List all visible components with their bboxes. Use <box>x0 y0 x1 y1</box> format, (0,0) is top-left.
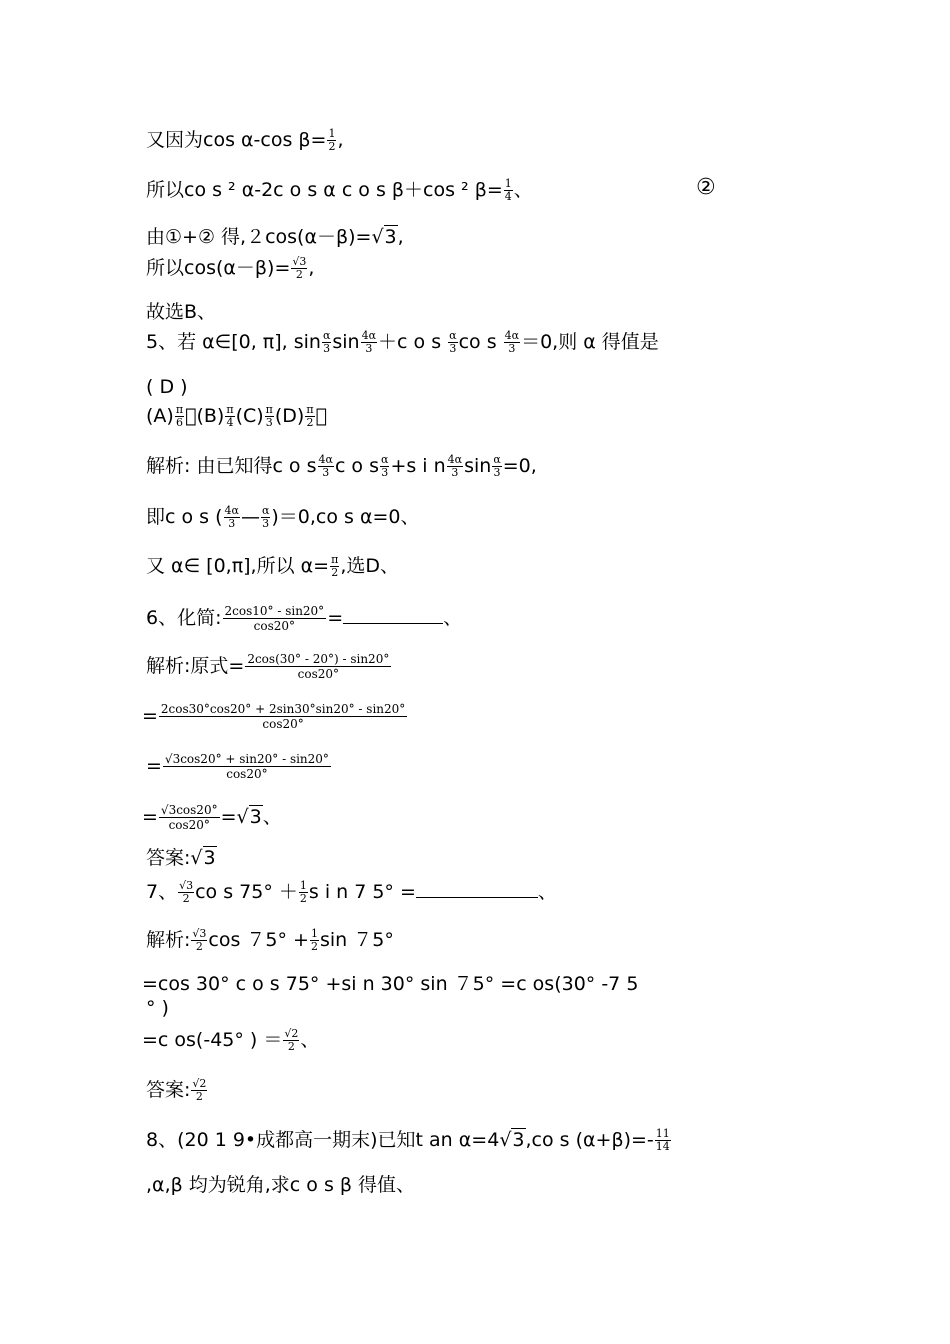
denominator: cos20° <box>226 767 268 781</box>
numerator: α <box>381 453 389 466</box>
denominator: 3 <box>323 342 331 355</box>
radicand: 3 <box>249 806 262 828</box>
denominator: 3 <box>449 342 457 355</box>
numerator: 4α <box>504 329 520 342</box>
text: 5、若 α∈[0, π], sin <box>146 331 321 353</box>
denominator: 2 <box>182 892 190 905</box>
denominator: 3 <box>508 342 516 355</box>
radicand: 3 <box>384 226 397 248</box>
fraction <box>318 454 334 479</box>
denominator: 2 <box>195 1090 203 1103</box>
analysis-line-2 <box>146 505 420 530</box>
text: 即c o s ( <box>146 506 223 528</box>
fraction <box>380 454 389 479</box>
text: sin ７5° <box>319 929 394 951</box>
fraction <box>504 330 520 355</box>
denominator: 2 <box>306 416 314 429</box>
numerator: 11 <box>655 1127 670 1140</box>
text: 答案: <box>146 847 191 869</box>
numerator: √3 <box>179 879 194 892</box>
text: +s i n <box>390 455 446 477</box>
solution-line-1 <box>146 652 392 681</box>
fraction <box>265 404 274 429</box>
analysis-line-1 <box>146 454 537 479</box>
text: 解析:原式= <box>146 655 245 677</box>
text: co s 75° ＋ <box>195 881 298 903</box>
question-8-line-2: ,α,β 均为锐角,求c o s β 得值、 <box>146 1174 416 1196</box>
question-5 <box>146 330 659 355</box>
denominator: 3 <box>262 517 270 530</box>
line-2 <box>146 178 533 203</box>
denominator: 3 <box>322 466 330 479</box>
analysis-7-line-4 <box>142 1028 319 1053</box>
text: 、 <box>443 607 463 629</box>
denominator: 2 <box>331 566 339 579</box>
text: co s <box>458 331 503 353</box>
text: = <box>146 755 162 777</box>
numerator: 4α <box>447 453 463 466</box>
numerator: 4α <box>318 453 333 466</box>
denominator: 2 <box>299 892 307 905</box>
numerator: 1 <box>299 879 307 892</box>
fraction <box>225 404 234 429</box>
fraction <box>159 702 407 731</box>
numerator: √3 <box>292 255 307 268</box>
numerator: π <box>306 403 314 416</box>
text: = <box>220 806 237 828</box>
fraction <box>299 880 308 905</box>
text: sin <box>332 331 360 353</box>
text: 所以co s ² α-2c o s α c o s β＋cos ² β= <box>146 179 503 201</box>
fraction <box>492 454 501 479</box>
numerator: 1 <box>310 927 318 940</box>
denominator: 3 <box>493 466 501 479</box>
solution-line-3 <box>146 752 332 781</box>
circled-number-2: ② <box>696 175 716 200</box>
fraction <box>361 330 377 355</box>
radicand: 3 <box>203 847 216 869</box>
text: (A) <box>146 405 174 427</box>
numerator: 1 <box>328 127 336 140</box>
text: s i n 7 5° = <box>308 881 416 903</box>
question-8 <box>146 1128 672 1153</box>
text: , <box>397 226 404 248</box>
text: 、 <box>262 806 282 828</box>
text: ＋c o s <box>378 331 448 353</box>
text: 、 <box>513 179 533 201</box>
text: sin <box>464 455 492 477</box>
text: cos ７5° + <box>208 929 309 951</box>
denominator: 2 <box>287 1040 295 1053</box>
fraction <box>322 330 331 355</box>
text: 解析: <box>146 929 191 951</box>
fraction <box>163 752 331 781</box>
sqrt-symbol: √ <box>190 847 203 869</box>
fraction <box>159 803 220 832</box>
line-3 <box>146 225 404 249</box>
numerator: 4α <box>224 504 239 517</box>
text: c o s <box>334 455 379 477</box>
denominator: 4 <box>226 416 234 429</box>
fraction <box>283 1028 299 1053</box>
text: = <box>142 806 158 828</box>
answer-blank <box>416 879 538 898</box>
numerator: √3 <box>192 927 207 940</box>
text: 所以cos(α－β)= <box>146 257 291 279</box>
sqrt-symbol: √ <box>499 1129 512 1151</box>
question-7 <box>146 879 557 905</box>
analysis-7-line-2: =cos 30° c o s 75° +si n 30° sin ７5° =c os(30° -7 5 <box>142 973 639 995</box>
line-4 <box>146 256 314 281</box>
text:   <box>315 405 327 427</box>
denominator: 3 <box>451 466 459 479</box>
denominator: cos20° <box>168 818 210 832</box>
text: 又 α∈ [0,π],所以 α= <box>146 555 330 577</box>
fraction <box>178 880 194 905</box>
answer-7 <box>146 1078 208 1103</box>
denominator: 3 <box>228 517 236 530</box>
numerator: 2cos30°cos20° + 2sin30°sin20° - sin20° <box>160 702 406 716</box>
options-line <box>146 404 327 429</box>
fraction <box>504 178 513 203</box>
numerator: √3cos20° <box>160 803 218 817</box>
analysis-7-line-3: ° ) <box>146 997 169 1019</box>
denominator: cos20° <box>253 619 296 633</box>
denominator: 3 <box>381 466 389 479</box>
numerator: 2cos10° - sin20° <box>224 604 325 618</box>
numerator: 1 <box>504 177 512 190</box>
text: ＝0,则 α 得值是 <box>521 331 659 353</box>
denominator: 2 <box>310 940 318 953</box>
answer-6 <box>146 846 217 870</box>
numerator: 4α <box>361 329 377 342</box>
answer-choice: ( D ) <box>146 376 188 398</box>
text: , <box>337 129 344 151</box>
numerator: √3cos20° + sin20° - sin20° <box>164 752 329 766</box>
fraction <box>223 604 327 633</box>
numerator: 2cos(30° - 20°) - sin20° <box>247 652 390 666</box>
text: 答案: <box>146 1079 191 1101</box>
text: =0, <box>502 455 537 477</box>
fraction <box>448 330 457 355</box>
radicand: 3 <box>512 1129 525 1151</box>
numerator: π <box>331 553 339 566</box>
denominator: 2 <box>328 140 336 153</box>
numerator: √2 <box>192 1077 207 1090</box>
text: — <box>240 506 260 528</box>
fraction <box>191 928 207 953</box>
line-5: 故选B、 <box>146 301 217 323</box>
text: , <box>308 257 315 279</box>
fraction <box>175 404 184 429</box>
denominator: 3 <box>265 416 273 429</box>
denominator: cos20° <box>297 667 340 681</box>
fraction <box>305 404 314 429</box>
numerator: π <box>265 403 273 416</box>
numerator: π <box>175 403 184 416</box>
numerator: α <box>261 504 270 517</box>
fraction <box>447 454 463 479</box>
numerator: α <box>322 329 331 342</box>
question-6 <box>146 604 462 633</box>
text: ,选D、 <box>340 555 399 577</box>
text: = <box>142 705 158 727</box>
numerator: α <box>493 453 501 466</box>
denominator: 14 <box>655 1140 670 1153</box>
fraction <box>245 652 391 681</box>
numerator: π <box>226 403 234 416</box>
fraction <box>655 1128 671 1153</box>
fraction <box>191 1078 207 1103</box>
text: =c os(-45° ) ＝ <box>142 1029 283 1051</box>
denominator: 2 <box>195 940 203 953</box>
text: 7、 <box>146 881 178 903</box>
fraction <box>224 505 240 530</box>
denominator: cos20° <box>262 717 304 731</box>
text: (D) <box>274 405 305 427</box>
text: 由①+② 得,２cos(α－β)= <box>146 226 372 248</box>
fraction <box>330 554 339 579</box>
fraction <box>310 928 319 953</box>
denominator: 6 <box>175 416 183 429</box>
text: )＝0,co s α=0、 <box>271 506 420 528</box>
text:  (B) <box>185 405 225 427</box>
answer-blank <box>343 605 443 624</box>
text: 6、化简: <box>146 607 222 629</box>
denominator: 3 <box>365 342 373 355</box>
text: 8、(20 1 9•成都高一期末)已知t an α=4 <box>146 1129 500 1151</box>
sqrt-symbol: √ <box>236 806 249 828</box>
text: = <box>327 607 344 629</box>
text: 又因为cos α-cos β= <box>146 129 327 151</box>
text: 解析: 由已知得c o s <box>146 455 317 477</box>
analysis-7-line-1 <box>146 928 394 953</box>
text: 、 <box>300 1029 320 1051</box>
text: ,co s (α+β)=- <box>525 1129 654 1151</box>
fraction <box>327 128 336 153</box>
fraction <box>261 505 270 530</box>
numerator: α <box>449 329 457 342</box>
sqrt-symbol: √ <box>371 226 384 248</box>
text: 、 <box>537 881 557 903</box>
line-1 <box>146 128 344 153</box>
fraction <box>291 256 307 281</box>
text: (C) <box>235 405 264 427</box>
solution-line-2 <box>142 702 408 731</box>
numerator: √2 <box>284 1027 299 1040</box>
denominator: 4 <box>504 190 512 203</box>
denominator: 2 <box>295 268 303 281</box>
solution-line-4 <box>142 803 282 832</box>
analysis-line-3 <box>146 554 399 579</box>
